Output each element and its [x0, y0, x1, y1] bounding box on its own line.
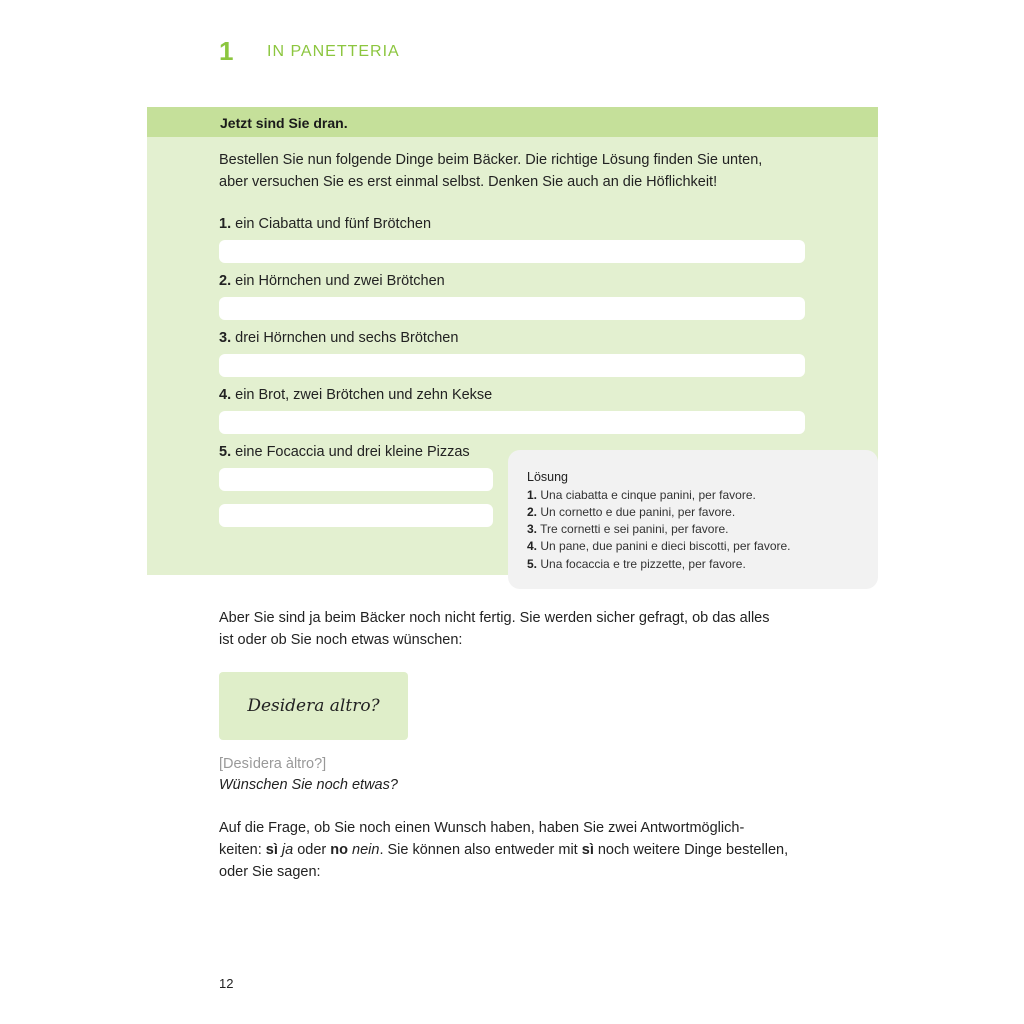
item-text: ein Hörnchen und zwei Brötchen [235, 273, 445, 289]
item-text: eine Focaccia und drei kleine Pizzas [235, 444, 470, 460]
item-text: ein Ciabatta und fünf Brötchen [235, 216, 432, 232]
solution-text: Una focaccia e tre pizzette, per favore. [540, 557, 746, 571]
answer-field-1[interactable] [219, 240, 805, 263]
pronunciation: [Desìdera àltro?] [219, 756, 327, 772]
text-run: noch weitere Dinge bestellen, [593, 842, 789, 858]
item-number: 4. [219, 387, 232, 403]
solution-line-5 [527, 557, 746, 571]
solution-line-1 [527, 488, 756, 502]
answer-field-3[interactable] [219, 354, 805, 377]
solution-title: Lösung [527, 470, 569, 484]
paragraph-line: oder Sie sagen: [219, 864, 321, 880]
text-run: oder [293, 842, 331, 858]
solution-number: 2. [527, 505, 538, 519]
item-text: drei Hörnchen und sechs Brötchen [235, 330, 459, 346]
exercise-intro [219, 149, 819, 193]
keyword-si: sì [265, 842, 278, 858]
answer-field-4[interactable] [219, 411, 805, 434]
solution-number: 5. [527, 557, 538, 571]
intro-line: aber versuchen Sie es erst einmal selbst. Denken Sie auch an die Höflichkeit! [219, 174, 718, 190]
translation: Wünschen Sie noch etwas? [219, 777, 398, 793]
item-number: 1. [219, 216, 232, 232]
page-number: 12 [219, 976, 234, 991]
paragraph-line: Aber Sie sind ja beim Bäcker noch nicht fertig. Sie werden sicher gefragt, ob das alles [219, 610, 770, 626]
exercise-item-2 [219, 273, 445, 289]
gloss-nein: nein [352, 842, 380, 858]
answer-field-5a[interactable] [219, 468, 493, 491]
solution-number: 3. [527, 522, 538, 536]
answer-field-5b[interactable] [219, 504, 493, 527]
item-number: 2. [219, 273, 232, 289]
gloss-ja: ja [281, 842, 294, 858]
exercise-item-5 [219, 444, 470, 460]
solution-line-4 [527, 539, 791, 553]
exercise-item-1 [219, 216, 431, 232]
answer-field-2[interactable] [219, 297, 805, 320]
exercise-item-4 [219, 387, 492, 403]
keyword-si: sì [581, 842, 594, 858]
keyword-no: no [330, 842, 348, 858]
solution-line-3 [527, 522, 728, 536]
exercise-header [147, 107, 878, 137]
paragraph-line: Auf die Frage, ob Sie noch einen Wunsch haben, haben Sie zwei Antwortmöglich- [219, 820, 745, 836]
solution-line-2 [527, 505, 735, 519]
phrase-box [219, 672, 408, 740]
solution-text: Una ciabatta e cinque panini, per favore. [540, 488, 756, 502]
exercise-header-text: Jetzt sind Sie dran. [220, 115, 348, 131]
chapter-number: 1 [219, 36, 234, 66]
item-number: 5. [219, 444, 232, 460]
solution-number: 4. [527, 539, 538, 553]
body-paragraph-1 [219, 607, 819, 651]
paragraph-line: ist oder ob Sie noch etwas wünschen: [219, 632, 463, 648]
item-text: ein Brot, zwei Brötchen und zehn Kekse [235, 387, 493, 403]
text-run: . Sie können also entweder mit [379, 842, 582, 858]
body-paragraph-2 [219, 817, 819, 883]
intro-line: Bestellen Sie nun folgende Dinge beim Bäcker. Die richtige Lösung finden Sie unten, [219, 152, 763, 168]
chapter-title: IN PANETTERIA [267, 43, 400, 60]
exercise-item-3 [219, 330, 458, 346]
item-number: 3. [219, 330, 232, 346]
paragraph-line [219, 839, 819, 861]
phrase-text: Desidera altro? [247, 696, 380, 716]
solution-number: 1. [527, 488, 538, 502]
solution-text: Un cornetto e due panini, per favore. [540, 505, 736, 519]
solution-text: Tre cornetti e sei panini, per favore. [540, 522, 729, 536]
text-run: keiten: [219, 842, 266, 858]
solution-text: Un pane, due panini e dieci biscotti, per favore. [540, 539, 791, 553]
